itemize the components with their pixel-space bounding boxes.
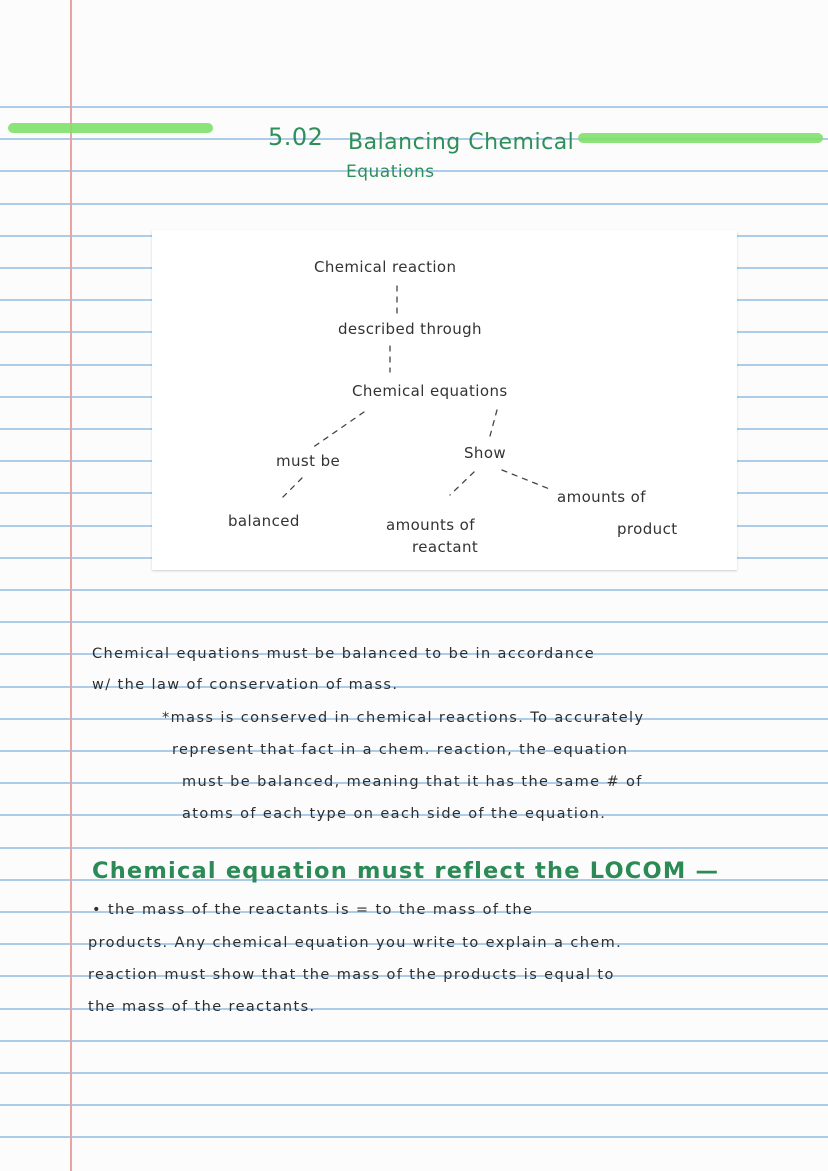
para2-line1: • the mass of the reactants is = to the mass of the	[92, 902, 534, 918]
title-line2: Equations	[346, 162, 435, 182]
ruled-line	[0, 847, 828, 849]
ruled-line	[0, 1072, 828, 1074]
para1-line1: Chemical equations must be balanced to be in accordance	[92, 646, 596, 662]
concept-leaf-reactant-line2: reactant	[412, 538, 479, 556]
concept-link-must-be: must be	[276, 452, 341, 470]
ruled-line	[0, 621, 828, 623]
connector-show-product	[502, 470, 552, 490]
highlighter-stroke-right	[578, 133, 823, 143]
concept-leaf-reactant-line1: amounts of	[386, 516, 475, 534]
ruled-line	[0, 203, 828, 205]
bullet1-line4: atoms of each type on each side of the equation.	[182, 806, 607, 822]
margin-line	[70, 0, 72, 1171]
concept-link-show: Show	[464, 444, 507, 462]
concept-node-hub: Chemical equations	[352, 382, 508, 400]
green-heading-locom: Chemical equation must reflect the LOCOM —	[92, 858, 720, 884]
connector-hub-mustbe	[312, 412, 364, 448]
concept-leaf-balanced: balanced	[228, 512, 300, 530]
ruled-line	[0, 589, 828, 591]
ruled-line	[0, 1104, 828, 1106]
connector-mustbe-balanced	[280, 478, 302, 500]
concept-map-sticky-note	[152, 230, 737, 570]
bullet1-line1: *mass is conserved in chemical reactions. To accurately	[162, 710, 645, 726]
ruled-line	[0, 106, 828, 108]
connector-show-reactant	[450, 472, 474, 495]
highlighter-stroke-left	[8, 123, 213, 133]
concept-node-root: Chemical reaction	[314, 258, 457, 276]
concept-link-described: described through	[338, 320, 482, 338]
title-number: 5.02	[268, 123, 324, 151]
connector-hub-show	[490, 410, 497, 436]
bullet1-line3: must be balanced, meaning that it has the same # of	[182, 774, 643, 790]
concept-leaf-product-line1: amounts of	[557, 488, 646, 506]
ruled-line	[0, 1040, 828, 1042]
para1-line2: w/ the law of conservation of mass.	[92, 677, 399, 693]
para2-line2: products. Any chemical equation you write to explain a chem.	[88, 935, 623, 951]
ruled-line	[0, 1136, 828, 1138]
para2-line3: reaction must show that the mass of the products is equal to	[88, 967, 615, 983]
concept-map-connectors	[152, 230, 737, 570]
concept-leaf-product-line2: product	[617, 520, 678, 538]
bullet1-line2: represent that fact in a chem. reaction, the equation	[172, 742, 629, 758]
para2-line4: the mass of the reactants.	[88, 999, 316, 1015]
title-line1: Balancing Chemical	[348, 130, 575, 155]
